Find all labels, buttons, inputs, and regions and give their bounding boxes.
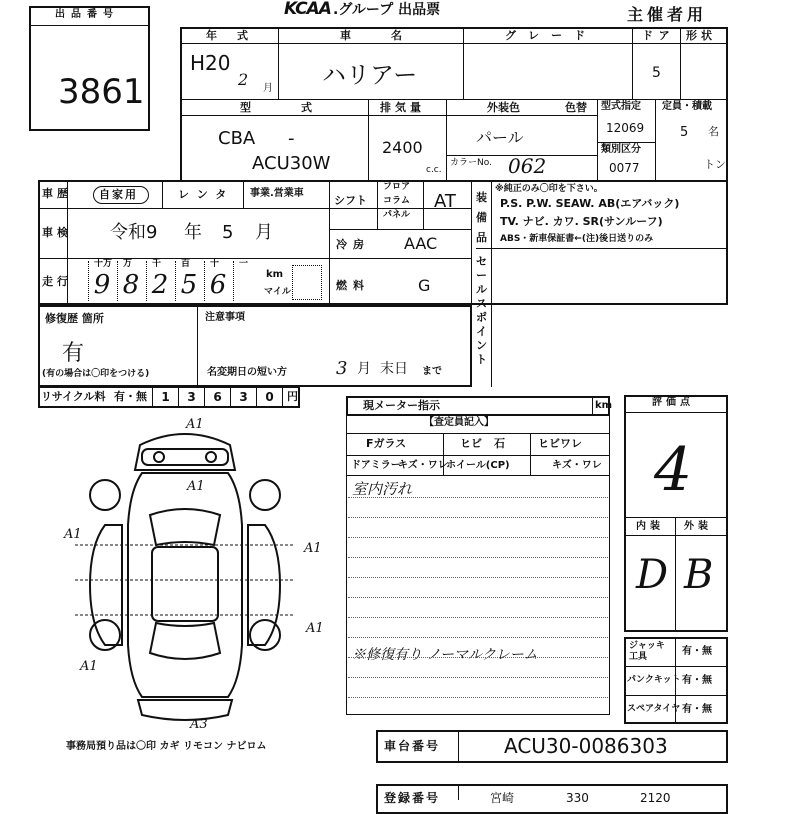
ruled-line [348, 517, 608, 518]
deadline-label: 名変期日の短い方 [207, 367, 287, 378]
exterior-label: 外装 [684, 521, 712, 532]
recycle-digit: 3 [230, 387, 256, 407]
mileage-place-label: 千 [152, 259, 162, 269]
mirror-label: ドアミラー [351, 460, 401, 471]
fglass-label: Fガラス [366, 437, 407, 450]
model-value: ACU30W [252, 153, 331, 174]
form-title: .グループ 出品票 [333, 2, 441, 18]
puncture-label: パンクキット [627, 675, 681, 685]
color-no-value: 062 [508, 154, 547, 178]
shift-value: AT [434, 191, 456, 212]
recycle-option: 有・無 [114, 390, 147, 403]
color-no-label: カラーNo. [450, 158, 492, 168]
history-option-rental: レンタ [178, 188, 235, 201]
deadline-month: 3 [336, 358, 348, 379]
model-dash: - [288, 128, 295, 149]
equipment-line-3: ABS・新車保証書←(注)後日送りのみ [500, 234, 654, 244]
mirror-damage: キズ・ワレ [398, 460, 448, 471]
year-month-unit: 月 [263, 83, 273, 94]
color-change-label: 色替 [565, 101, 587, 114]
model-prefix: CBA [218, 128, 256, 149]
sales-point-label: セールスポイント [476, 255, 487, 366]
registration-region: 宮崎 [490, 791, 515, 805]
score-value: 4 [654, 435, 693, 505]
ruled-line [348, 597, 608, 598]
fuel-label: 燃料 [336, 279, 370, 292]
front-lamp-right [206, 452, 216, 462]
meter-unit: km [595, 400, 613, 411]
inspection-year-unit: 年 [184, 222, 202, 243]
load-unit: トン [704, 158, 726, 171]
fglass-crack: ヒビワレ [538, 437, 582, 450]
ac-value: AAC [404, 234, 438, 253]
shift-option-column: コラム [383, 196, 410, 206]
ac-label: 冷房 [336, 238, 370, 251]
ruled-line [348, 657, 608, 658]
score-label: 評価点 [652, 397, 694, 408]
wheel-front-right [250, 480, 280, 510]
shift-label: シフト [334, 194, 367, 207]
body-outline [128, 473, 242, 697]
history-option-private: 自家用 [99, 188, 138, 201]
damage-mark-front: A1 [186, 417, 204, 432]
cc-unit: c.c. [426, 165, 442, 175]
repair-value: 有 [62, 341, 85, 366]
mileage-unit-box [292, 265, 322, 300]
puncture-option: 有・無 [682, 675, 712, 686]
front-lamp-left [154, 452, 164, 462]
ruled-line [348, 697, 608, 698]
wheel-front-left [90, 480, 120, 510]
mileage-unit-km: km [266, 269, 284, 280]
inspection-era: 令和9 [110, 222, 158, 243]
recycle-digit: 0 [256, 387, 282, 407]
capacity-label: 定員・積載 [662, 101, 712, 112]
capacity-unit: 名 [708, 125, 719, 138]
equipment-label: 装備品 [476, 191, 487, 244]
vehicle-name: ハリアー [322, 61, 418, 89]
inspection-month-unit: 月 [255, 222, 273, 243]
damage-mark-right-front: A1 [304, 541, 322, 556]
fuel-value: G [418, 276, 431, 295]
mileage-place-label: 十 [210, 259, 220, 269]
year-month: 2 [238, 70, 249, 89]
category-label: 類別区分 [601, 144, 641, 155]
recycle-digit: 3 [178, 387, 204, 407]
grade-label: グレード [505, 29, 597, 42]
recycle-digit: 1 [152, 387, 178, 407]
ruled-line [348, 577, 608, 578]
name-label: 車名 [340, 29, 442, 42]
exterior-value: B [684, 552, 714, 598]
wheel-label: ホイール(CP) [446, 460, 510, 471]
displacement-label: 排気量 [380, 101, 425, 114]
mileage-place-label: 十万 [94, 259, 113, 269]
damage-mark-right-rear: A1 [306, 621, 324, 636]
inspector-note-2: ※修復有り ノーマルクレーム [352, 647, 538, 663]
damage-mark-roof: A1 [187, 479, 205, 494]
jack-label: ジャッキ工具 [629, 641, 665, 662]
category-value: 0077 [609, 161, 640, 175]
exterior-color-value: パール [476, 128, 524, 147]
listing-number-label: 出品番号 [55, 9, 119, 20]
deadline-month-unit: 月 [357, 361, 371, 377]
meter-label: 現メーター指示 [363, 399, 440, 412]
registration-label: 登録番号 [384, 791, 441, 805]
inspector-label: 【査定員記入】 [424, 417, 494, 428]
ruled-line [348, 497, 608, 498]
ruled-line [348, 637, 608, 638]
mileage-digit: 5 [180, 270, 198, 300]
shape-label: 形状 [686, 29, 716, 42]
capacity-value: 5 [680, 125, 689, 140]
windshield [150, 509, 220, 545]
model-label: 型式 [240, 101, 362, 114]
fglass-stone: 石 [494, 437, 505, 450]
deadline-suffix: まで [422, 366, 442, 377]
chassis-value: ACU30-0086303 [504, 734, 668, 758]
inspection-month: 5 [222, 222, 234, 243]
interior-label: 内装 [636, 521, 664, 532]
wheel-damage: キズ・ワレ [552, 460, 602, 471]
ruled-line [348, 617, 608, 618]
brand-logo: KCAA [284, 0, 331, 19]
inspection-label: 車検 [42, 226, 72, 239]
equipment-line-2: TV. ナビ. カワ. SR(サンルーフ) [500, 215, 663, 228]
rear-view [138, 700, 232, 720]
interior-value: D [636, 552, 669, 598]
car-damage-diagram [60, 415, 345, 735]
repair-note: (有の場合は〇印をつける) [42, 369, 150, 379]
repair-label: 修復歴 箇所 [45, 312, 104, 325]
damage-mark-rear: A3 [190, 717, 208, 732]
mileage-label: 走行 [42, 275, 72, 288]
doors-value: 5 [652, 65, 661, 81]
mileage-place-label: 万 [123, 259, 133, 269]
history-option-business: 事業.営業車 [250, 188, 304, 199]
fglass-hibi: ヒビ [460, 437, 482, 450]
exterior-color-label: 外装色 [487, 101, 520, 114]
displacement-value: 2400 [382, 138, 423, 157]
doors-label: ドア [642, 29, 676, 42]
registration-number-1: 330 [566, 791, 589, 805]
deadline-end: 末日 [380, 361, 408, 377]
spare-label: スペアタイヤ [627, 704, 681, 714]
damage-mark-left: A1 [64, 527, 82, 542]
rear-window [150, 623, 220, 659]
recycle-digit: 6 [204, 387, 230, 407]
roof [152, 547, 218, 621]
type-designation-value: 12069 [606, 121, 645, 135]
mileage-digit: 6 [209, 270, 227, 300]
damage-mark-left-rear: A1 [80, 659, 98, 674]
copy-label: 主催者用 [627, 5, 708, 24]
history-label: 車歴 [42, 187, 72, 200]
ruled-line [348, 537, 608, 538]
mileage-digit: 8 [122, 270, 140, 300]
recycle-label: リサイクル料 [41, 390, 106, 403]
ruled-line [348, 677, 608, 678]
year-label: 年式 [206, 29, 268, 42]
shift-option-panel: パネル [383, 210, 411, 220]
equipment-note: ※純正のみ〇印を下さい。 [495, 184, 603, 194]
shift-option-floor: フロア [383, 182, 411, 192]
jack-option: 有・無 [682, 646, 712, 657]
chassis-label: 車台番号 [384, 739, 441, 753]
mileage-place-label: 一 [239, 259, 249, 269]
equipment-line-1: P.S. P.W. SEAW. AB(エアバック) [500, 197, 680, 210]
diagram-footer: 事務局預り品は〇印 カギ リモコン ナビロム [66, 741, 267, 752]
notes-label: 注意事項 [205, 312, 245, 323]
ruled-line [348, 557, 608, 558]
mileage-place-label: 百 [181, 259, 191, 269]
type-designation-label: 型式指定 [601, 101, 641, 112]
inspector-note-1: 室内汚れ [352, 480, 413, 498]
listing-number: 3861 [58, 72, 145, 112]
registration-number-2: 2120 [640, 791, 671, 805]
year-value: H20 [190, 51, 231, 75]
mileage-digit: 2 [151, 270, 169, 300]
recycle-unit: 円 [287, 390, 298, 403]
mileage-unit-mile: マイル [264, 287, 291, 297]
spare-option: 有・無 [682, 704, 712, 715]
mileage-digit: 9 [93, 270, 111, 300]
